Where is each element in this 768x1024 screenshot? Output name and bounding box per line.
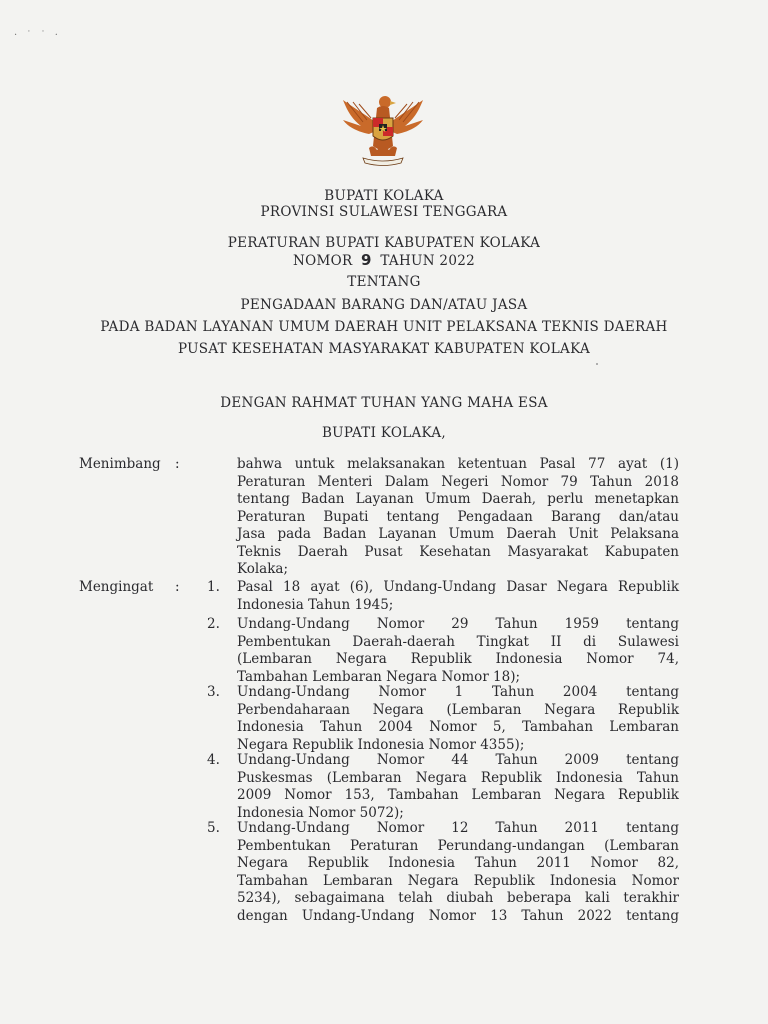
text-line: Indonesia Tahun 1945;	[237, 596, 394, 613]
text-line: Peraturan Bupati tentang Pengadaan Barang dan/atau	[237, 508, 679, 525]
text-line: Undang-Undang Nomor 29 Tahun 1959 tentang	[237, 616, 679, 632]
invocation: DENGAN RAHMAT TUHAN YANG MAHA ESA	[220, 395, 548, 411]
text-line: Negara Republik Indonesia Nomor 4355);	[237, 736, 525, 753]
text-line: Peraturan Menteri Dalam Negeri Nomor 79 Tahun 2018	[237, 473, 679, 490]
text-line: tentang Badan Layanan Umum Daerah, perlu menetapkan	[237, 491, 679, 507]
menimbang-text	[237, 456, 679, 579]
text-line: Negara Republik Indonesia Tahun 2011 Nomor 82,	[237, 855, 679, 871]
subject-line-3: PUSAT KESEHATAN MASYARAKAT KABUPATEN KOLAKA	[177, 341, 590, 357]
tentang-heading: TENTANG	[347, 274, 421, 290]
mengingat-label: Mengingat	[79, 579, 154, 595]
text-line: Teknis Daerah Pusat Kesehatan Masyarakat Kabupaten	[237, 543, 679, 560]
header-line-1: BUPATI KOLAKA	[324, 188, 444, 204]
text-line: Undang-Undang Nomor 44 Tahun 2009 tentang	[237, 752, 679, 768]
menimbang-colon: :	[175, 456, 180, 472]
menimbang-label: Menimbang	[79, 456, 161, 472]
text-line: Perbendaharaan Negara (Lembaran Negara Republik	[237, 701, 679, 718]
text-line: 2009 Nomor 153, Tambahan Lembaran Negara Republik	[237, 787, 679, 803]
subject-line-2: PADA BADAN LAYANAN UMUM DAERAH UNIT PELAKSANA TEKNIS DAERAH	[100, 319, 668, 335]
item-number: 1.	[207, 579, 220, 595]
item-number: 5.	[207, 820, 220, 836]
regulation-title: PERATURAN BUPATI KABUPATEN KOLAKA	[227, 235, 541, 251]
text-line: Pembentukan Daerah-daerah Tingkat II di Sulawesi	[237, 633, 679, 650]
text-line: Kolaka;	[237, 561, 288, 577]
text-line: Pasal 18 ayat (6), Undang-Undang Dasar Negara Republik	[237, 579, 679, 595]
text-line: Pembentukan Peraturan Perundang-undangan (Lembaran	[237, 837, 679, 854]
scan-speck	[596, 363, 598, 365]
mengingat-item-1	[237, 579, 679, 614]
authority: BUPATI KOLAKA,	[321, 425, 447, 441]
text-line: Tambahan Lembaran Negara Nomor 18);	[237, 668, 521, 685]
mengingat-item-2	[237, 616, 679, 686]
text-line: Tambahan Lembaran Negara Republik Indonesia Nomor	[237, 872, 679, 889]
item-number: 4.	[207, 752, 220, 768]
garuda-emblem-icon	[333, 88, 433, 168]
item-number: 2.	[207, 616, 220, 632]
item-number: 3.	[207, 684, 220, 700]
subject-line-1: PENGADAAN BARANG DAN/ATAU JASA	[240, 297, 528, 313]
scan-specks: · ˙ ˙ ·	[14, 30, 61, 41]
text-line: Puskesmas (Lembaran Negara Republik Indonesia Tahun	[237, 769, 679, 786]
text-line: Undang-Undang Nomor 12 Tahun 2011 tentang	[237, 820, 679, 836]
mengingat-item-3	[237, 684, 679, 754]
text-line: Jasa pada Badan Layanan Umum Daerah Unit Pelaksana	[237, 526, 679, 542]
regulation-number-line	[0, 251, 768, 269]
mengingat-item-5	[237, 820, 679, 925]
text-line: Indonesia Nomor 5072);	[237, 804, 404, 821]
text-line: (Lembaran Negara Republik Indonesia Nomor 74,	[237, 651, 679, 667]
nomor-prefix: NOMOR	[292, 253, 353, 269]
header-line-2: PROVINSI SULAWESI TENGGARA	[260, 204, 508, 220]
mengingat-item-4	[237, 752, 679, 822]
text-line: 5234), sebagaimana telah diubah beberapa kali terakhir	[237, 890, 679, 906]
text-line: Undang-Undang Nomor 1 Tahun 2004 tentang	[237, 684, 679, 700]
mengingat-colon: :	[175, 579, 180, 595]
text-line: bahwa untuk melaksanakan ketentuan Pasal 77 ayat (1)	[237, 456, 679, 472]
text-line: Indonesia Tahun 2004 Nomor 5, Tambahan Lembaran	[237, 719, 679, 735]
text-line: dengan Undang-Undang Nomor 13 Tahun 2022 tentang	[237, 907, 679, 924]
nomor-number: 9	[361, 251, 372, 269]
nomor-suffix: TAHUN 2022	[380, 253, 475, 269]
